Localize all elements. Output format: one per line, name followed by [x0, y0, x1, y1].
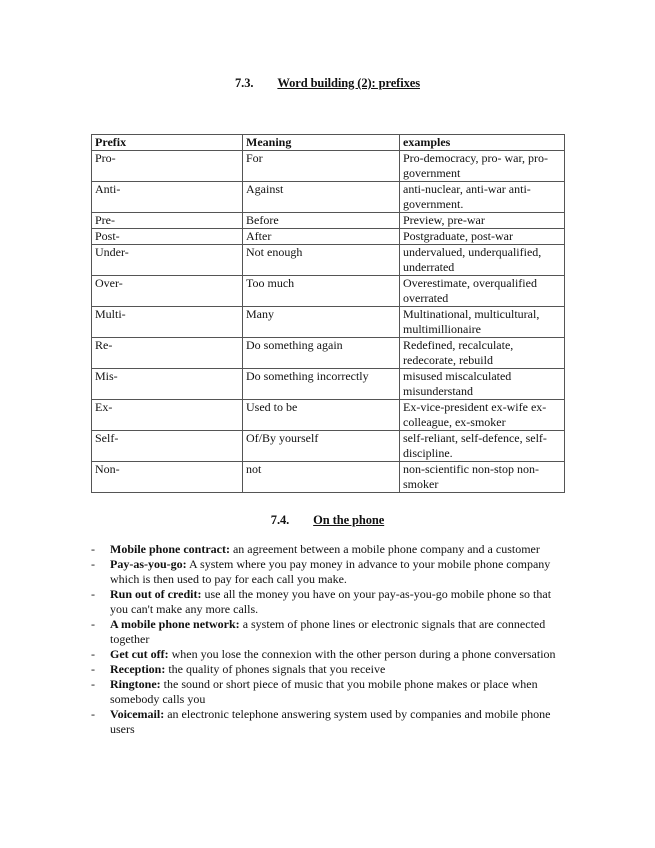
- list-item: [91, 707, 561, 737]
- prefix-cell: Multi-: [92, 307, 243, 338]
- term-label: Voicemail:: [110, 707, 165, 721]
- meaning-cell: Do something again: [243, 338, 400, 369]
- bullet-dash: -: [91, 707, 95, 721]
- list-item: [91, 647, 561, 662]
- term-label: Run out of credit:: [110, 587, 202, 601]
- list-item: [91, 542, 561, 557]
- term-definition: use all the money you have on your pay-as-you-go mobile phone so that you can't make any more calls.: [110, 587, 552, 616]
- meaning-cell: Too much: [243, 276, 400, 307]
- prefix-cell: Post-: [92, 229, 243, 245]
- table-header-row: [92, 135, 565, 151]
- meaning-cell: Against: [243, 182, 400, 213]
- bullet-dash: -: [91, 662, 95, 676]
- section-title: Word building (2): prefixes: [277, 76, 420, 90]
- term-label: A mobile phone network:: [110, 617, 240, 631]
- meaning-cell: For: [243, 151, 400, 182]
- prefix-table: [91, 134, 565, 493]
- table-row: [92, 182, 565, 213]
- prefix-cell: Pre-: [92, 213, 243, 229]
- list-item: [91, 557, 561, 587]
- bullet-dash: -: [91, 617, 95, 631]
- section-heading-prefixes: [0, 76, 655, 91]
- prefix-cell: Pro-: [92, 151, 243, 182]
- table-row: [92, 431, 565, 462]
- phone-terms-list: [91, 542, 561, 737]
- table-row: [92, 245, 565, 276]
- examples-cell: Multinational, multicultural, multimillionaire: [400, 307, 565, 338]
- examples-cell: Overestimate, overqualified overrated: [400, 276, 565, 307]
- examples-cell: misused miscalculated misunderstand: [400, 369, 565, 400]
- table-row: [92, 400, 565, 431]
- term-definition: an electronic telephone answering system used by companies and mobile phone users: [110, 707, 551, 736]
- bullet-dash: -: [91, 677, 95, 691]
- meaning-cell: Before: [243, 213, 400, 229]
- column-header-examples: examples: [400, 135, 565, 151]
- table-row: [92, 213, 565, 229]
- term-label: Get cut off:: [110, 647, 169, 661]
- list-item: [91, 677, 561, 707]
- column-header-meaning: Meaning: [243, 135, 400, 151]
- section-heading-phone: [0, 513, 655, 528]
- prefix-cell: Anti-: [92, 182, 243, 213]
- prefix-cell: Ex-: [92, 400, 243, 431]
- term-definition: when you lose the connexion with the other person during a phone conversation: [171, 647, 556, 661]
- term-label: Reception:: [110, 662, 166, 676]
- examples-cell: Preview, pre-war: [400, 213, 565, 229]
- prefix-cell: Self-: [92, 431, 243, 462]
- meaning-cell: Do something incorrectly: [243, 369, 400, 400]
- meaning-cell: Used to be: [243, 400, 400, 431]
- examples-cell: non-scientific non-stop non-smoker: [400, 462, 565, 493]
- meaning-cell: Many: [243, 307, 400, 338]
- list-item: [91, 617, 561, 647]
- term-definition: an agreement between a mobile phone company and a customer: [232, 542, 540, 556]
- prefix-cell: Re-: [92, 338, 243, 369]
- prefix-cell: Under-: [92, 245, 243, 276]
- column-header-prefix: Prefix: [92, 135, 243, 151]
- examples-cell: undervalued, underqualified, underrated: [400, 245, 565, 276]
- term-definition: the sound or short piece of music that you mobile phone makes or place when somebody calls you: [110, 677, 538, 706]
- examples-cell: Redefined, recalculate, redecorate, rebuild: [400, 338, 565, 369]
- examples-cell: Ex-vice-president ex-wife ex-colleague, ex-smoker: [400, 400, 565, 431]
- meaning-cell: After: [243, 229, 400, 245]
- table-row: [92, 462, 565, 493]
- section-number: 7.3.: [235, 76, 254, 90]
- table-row: [92, 276, 565, 307]
- table-row: [92, 229, 565, 245]
- prefix-cell: Over-: [92, 276, 243, 307]
- term-definition: the quality of phones signals that you receive: [168, 662, 386, 676]
- bullet-dash: -: [91, 587, 95, 601]
- term-definition: a system of phone lines or electronic signals that are connected together: [110, 617, 546, 646]
- prefix-cell: Non-: [92, 462, 243, 493]
- list-item: [91, 662, 561, 677]
- prefix-cell: Mis-: [92, 369, 243, 400]
- section-title: On the phone: [313, 513, 385, 527]
- meaning-cell: Not enough: [243, 245, 400, 276]
- bullet-dash: -: [91, 647, 95, 661]
- table-row: [92, 338, 565, 369]
- meaning-cell: not: [243, 462, 400, 493]
- section-number: 7.4.: [270, 513, 290, 527]
- table-row: [92, 151, 565, 182]
- examples-cell: self-reliant, self-defence, self-discipline.: [400, 431, 565, 462]
- term-label: Ringtone:: [110, 677, 161, 691]
- bullet-dash: -: [91, 557, 95, 571]
- term-label: Mobile phone contract:: [110, 542, 230, 556]
- meaning-cell: Of/By yourself: [243, 431, 400, 462]
- examples-cell: anti-nuclear, anti-war anti-government.: [400, 182, 565, 213]
- table-row: [92, 307, 565, 338]
- term-definition: A system where you pay money in advance to your mobile phone company which is then used to pay for each call you make.: [110, 557, 551, 586]
- examples-cell: Pro-democracy, pro- war, pro-government: [400, 151, 565, 182]
- table-row: [92, 369, 565, 400]
- list-item: [91, 587, 561, 617]
- term-label: Pay-as-you-go:: [110, 557, 187, 571]
- examples-cell: Postgraduate, post-war: [400, 229, 565, 245]
- bullet-dash: -: [91, 542, 95, 556]
